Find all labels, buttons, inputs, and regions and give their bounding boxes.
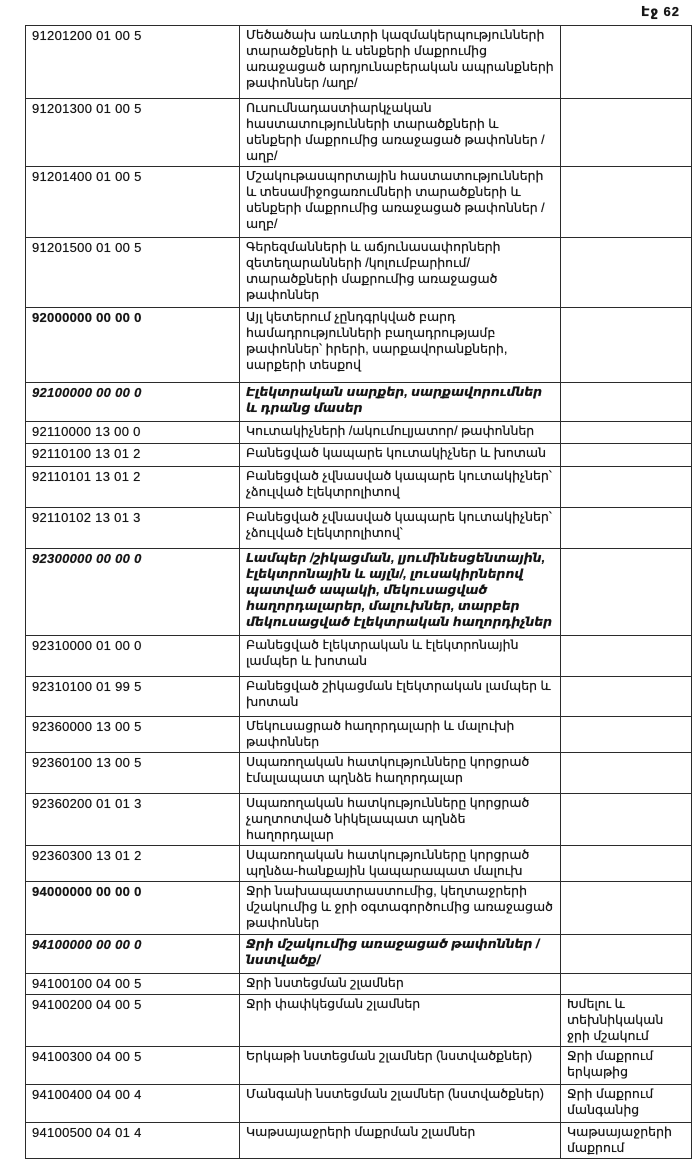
waste-note-cell: [561, 238, 692, 308]
waste-note-cell: [561, 846, 692, 882]
waste-code-cell: 92110100 13 01 2: [26, 444, 240, 467]
waste-description-cell: Սպառողական հատկությունները կորցրած չաղտոտված նիկելապատ պղնձե հաղորդալար: [240, 794, 561, 846]
table-row: [26, 1085, 692, 1123]
table-row: [26, 794, 692, 846]
table-row: [26, 753, 692, 794]
waste-description-cell: Սպառողական հատկությունները կորցրած պղնձա-հանքային կապարապատ մալուխ: [240, 846, 561, 882]
waste-note-cell: Ջրի մաքրում երկաթից: [561, 1047, 692, 1085]
table-row: [26, 846, 692, 882]
waste-note-cell: [561, 26, 692, 99]
table-row: [26, 882, 692, 935]
table-row: [26, 974, 692, 995]
waste-code-cell: 92110101 13 01 2: [26, 467, 240, 508]
waste-code-cell: 94100400 04 00 4: [26, 1085, 240, 1123]
waste-code-cell: 92110102 13 01 3: [26, 508, 240, 549]
table-row: [26, 1123, 692, 1159]
waste-note-cell: [561, 444, 692, 467]
table-row: [26, 383, 692, 422]
waste-note-cell: Ջրի մաքրում մանգանից: [561, 1085, 692, 1123]
table-row: [26, 636, 692, 677]
table-row: [26, 467, 692, 508]
table-row: [26, 238, 692, 308]
waste-description-cell: Մեծածախ առևտրի կազմակերպությունների տարածքների և սենքերի մաքրումից առաջացած արդյունաբերական ապրանքների թափոններ /աղբ/: [240, 26, 561, 99]
waste-note-cell: [561, 167, 692, 238]
page-number-label: Էջ 62: [641, 4, 680, 19]
waste-note-cell: [561, 935, 692, 974]
waste-code-cell: 92000000 00 00 0: [26, 308, 240, 383]
waste-description-cell: Կուտակիչների /ակումուլյատոր/ թափոններ: [240, 422, 561, 444]
waste-classification-table: [25, 25, 692, 1159]
waste-description-cell: Մշակութասպորտային հաստատությունների և տեսամիջոցառումների տարածքների և սենքերի մաքրումից առաջացած թափոններ /աղբ/: [240, 167, 561, 238]
waste-code-cell: 92110000 13 00 0: [26, 422, 240, 444]
table-row: [26, 935, 692, 974]
waste-code-cell: 94100500 04 01 4: [26, 1123, 240, 1159]
table-body: [26, 26, 692, 1159]
waste-description-cell: Բանեցված շիկացման էլեկտրական լամպեր և խոտան: [240, 677, 561, 717]
waste-description-cell: Էլեկտրական սարքեր, սարքավորումներ և դրանց մասեր: [240, 383, 561, 422]
waste-note-cell: [561, 794, 692, 846]
waste-note-cell: [561, 508, 692, 549]
waste-description-cell: Լամպեր /շիկացման, լյումինեսցենտային, էլեկտրոնային և այլն/, լուսակիրներով պատված ապակի, մեկուսացված հաղորդալարեր, մալուխներ, տարբեր մեկուսացված էլեկտրական հաղորդիչներ: [240, 549, 561, 636]
table-row: [26, 508, 692, 549]
waste-code-cell: 91201400 01 00 5: [26, 167, 240, 238]
waste-description-cell: Կաթսայաջրերի մաքրման շլամներ: [240, 1123, 561, 1159]
waste-description-cell: Ջրի նստեցման շլամներ: [240, 974, 561, 995]
table-row: [26, 422, 692, 444]
waste-note-cell: Խմելու և տեխնիկական ջրի մշակում: [561, 995, 692, 1047]
waste-note-cell: [561, 383, 692, 422]
waste-code-cell: 92310100 01 99 5: [26, 677, 240, 717]
waste-code-cell: 94100200 04 00 5: [26, 995, 240, 1047]
table-row: [26, 99, 692, 167]
waste-code-cell: 92360200 01 01 3: [26, 794, 240, 846]
waste-description-cell: Մանգանի նստեցման շլամներ (նստվածքներ): [240, 1085, 561, 1123]
table-row: [26, 549, 692, 636]
waste-description-cell: Ջրի նախապատրաստումից, կեղտաջրերի մշակումից և ջրի օգտագործումից առաջացած թափոններ: [240, 882, 561, 935]
waste-code-cell: 92310000 01 00 0: [26, 636, 240, 677]
waste-description-cell: Սպառողական հատկությունները կորցրած էմալապատ պղնձե հաղորդալար: [240, 753, 561, 794]
waste-description-cell: Գերեզմանների և աճյունասափորների զետեղարանների /կոլումբարիում/ տարածքների մաքրումից առաջացած թափոններ: [240, 238, 561, 308]
table-row: [26, 995, 692, 1047]
waste-code-cell: 91201500 01 00 5: [26, 238, 240, 308]
table-row: [26, 677, 692, 717]
waste-note-cell: [561, 882, 692, 935]
table-row: [26, 717, 692, 753]
waste-description-cell: Ջրի մշակումից առաջացած թափոններ /նստվածք/: [240, 935, 561, 974]
waste-code-cell: 94000000 00 00 0: [26, 882, 240, 935]
waste-note-cell: [561, 422, 692, 444]
table-row: [26, 444, 692, 467]
table-row: [26, 26, 692, 99]
waste-description-cell: Բանեցված էլեկտրական և էլեկտրոնային լամպեր և խոտան: [240, 636, 561, 677]
waste-note-cell: [561, 549, 692, 636]
waste-code-cell: 94100300 04 00 5: [26, 1047, 240, 1085]
table-row: [26, 1047, 692, 1085]
waste-code-cell: 92100000 00 00 0: [26, 383, 240, 422]
waste-description-cell: Ուսումնադաստիարկչական հաստատությունների տարածքների և սենքերի մաքրումից առաջացած թափոններ /աղբ/: [240, 99, 561, 167]
waste-note-cell: [561, 308, 692, 383]
waste-code-cell: 92360300 13 01 2: [26, 846, 240, 882]
waste-code-cell: 94100100 04 00 5: [26, 974, 240, 995]
waste-note-cell: [561, 717, 692, 753]
waste-code-cell: 94100000 00 00 0: [26, 935, 240, 974]
waste-note-cell: [561, 974, 692, 995]
waste-note-cell: [561, 753, 692, 794]
waste-code-cell: 92300000 00 00 0: [26, 549, 240, 636]
waste-description-cell: Մեկուսացրած հաղորդալարի և մալուխի թափոններ: [240, 717, 561, 753]
waste-description-cell: Բանեցված չվնասված կապարե կուտակիչներ՝ չձուլված էլեկտրոլիտով: [240, 467, 561, 508]
table-row: [26, 308, 692, 383]
waste-description-cell: Երկաթի նստեցման շլամներ (նստվածքներ): [240, 1047, 561, 1085]
waste-description-cell: Բանեցված չվնասված կապարե կուտակիչներ՝ չձուլված էլեկտրոլիտով՝: [240, 508, 561, 549]
waste-code-cell: 92360000 13 00 5: [26, 717, 240, 753]
waste-description-cell: Այլ կետերում չընդգրկված բարդ համադրությունների բաղադրությամբ թափոններ՝ իրերի, սարքավորանքների, սարքերի տեսքով: [240, 308, 561, 383]
waste-note-cell: [561, 677, 692, 717]
waste-description-cell: Ջրի փափկեցման շլամներ: [240, 995, 561, 1047]
waste-code-cell: 91201300 01 00 5: [26, 99, 240, 167]
table-row: [26, 167, 692, 238]
waste-code-cell: 91201200 01 00 5: [26, 26, 240, 99]
waste-note-cell: [561, 467, 692, 508]
waste-note-cell: [561, 99, 692, 167]
waste-note-cell: Կաթսայաջրերի մաքրում: [561, 1123, 692, 1159]
waste-code-cell: 92360100 13 00 5: [26, 753, 240, 794]
waste-note-cell: [561, 636, 692, 677]
waste-description-cell: Բանեցված կապարե կուտակիչներ և խոտան: [240, 444, 561, 467]
